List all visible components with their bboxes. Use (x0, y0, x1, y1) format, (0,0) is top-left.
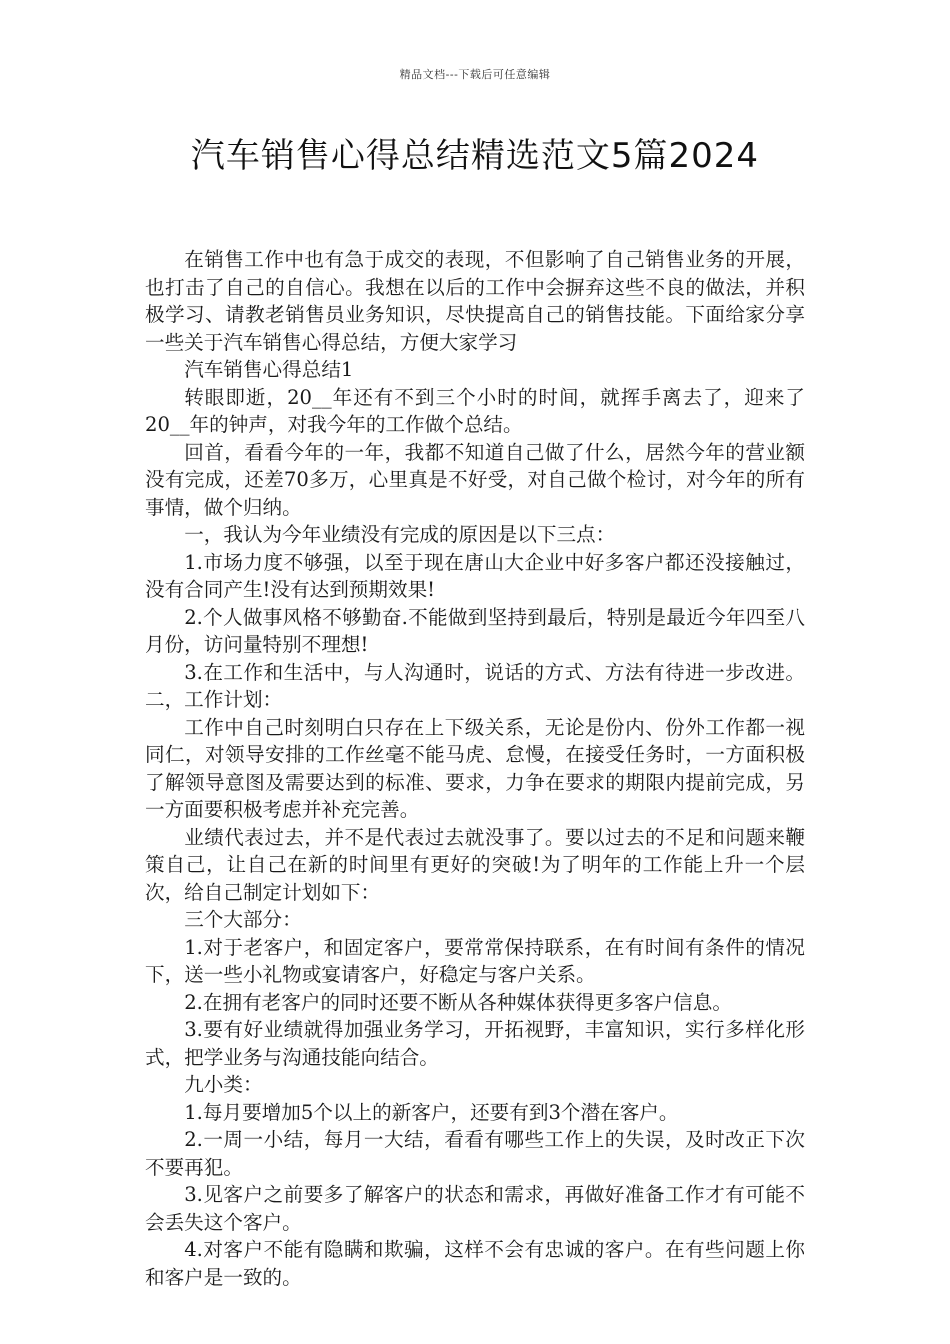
list-item: 1.每月要增加5个以上的新客户，还要有到3个潜在客户。 (184, 1100, 679, 1124)
section-heading: 汽车销售心得总结1 (184, 358, 354, 381)
document-title: 汽车销售心得总结精选范文5篇2024 (190, 136, 760, 176)
paragraph: 业绩代表过去，并不是代表过去就没事了。要以过去的不足和问题来鞭策自己，让自己在新的时间里有更好的突破!为了明年的工作能上升一个层次，给自己制定计划如下： (145, 825, 805, 904)
paragraph: 一，我认为今年业绩没有完成的原因是以下三点： (184, 523, 616, 546)
subheading: 九小类： (184, 1073, 263, 1096)
paragraph: 回首，看看今年的一年，我都不知道自己做了什么，居然今年的营业额没有完成，还差70多万，心里真是不好受，对自己做个检讨，对今年的所有事情，做个归纳。 (145, 440, 805, 519)
paragraph: 工作中自己时刻明白只存在上下级关系，无论是份内、份外工作都一视同仁，对领导安排的工作丝毫不能马虎、怠慢，在接受任务时，一方面积极了解领导意图及需要达到的标准、要求，力争在要求的期限内提前完成，另一方面要积极考虑并补充完善。 (145, 715, 805, 821)
document-body (145, 246, 805, 1291)
list-item: 2.个人做事风格不够勤奋.不能做到坚持到最后，特别是最近今年四至八月份，访问量特别不理想! (145, 605, 805, 656)
list-item: 3.要有好业绩就得加强业务学习，开拓视野，丰富知识，实行多样化形式，把学业务与沟通技能向结合。 (145, 1018, 805, 1069)
list-item: 1.市场力度不够强，以至于现在唐山大企业中好多客户都还没接触过，没有合同产生!没有达到预期效果! (145, 550, 805, 601)
list-item: 2.在拥有老客户的同时还要不断从各种媒体获得更多客户信息。 (184, 990, 732, 1014)
header-note: 精品文档---下载后可任意编辑 (399, 68, 551, 81)
list-item: 3.见客户之前要多了解客户的状态和需求，再做好准备工作才有可能不会丢失这个客户。 (145, 1183, 805, 1234)
subheading: 三个大部分： (184, 908, 302, 931)
paragraph-intro: 在销售工作中也有急于成交的表现，不但影响了自己销售业务的开展，也打击了自己的自信心。我想在以后的工作中会摒弃这些不良的做法，并积极学习、请教老销售员业务知识，尽快提高自己的销售技能。下面给家分享一些关于汽车销售心得总结，方便大家学习 (145, 248, 805, 354)
paragraph: 转眼即逝，20__年还有不到三个小时的时间，就挥手离去了，迎来了20__年的钟声，对我今年的工作做个总结。 (145, 385, 805, 436)
list-item: 4.对客户不能有隐瞒和欺骗，这样不会有忠诚的客户。在有些问题上你和客户是一致的。 (145, 1238, 805, 1289)
list-item: 3.在工作和生活中，与人沟通时，说话的方式、方法有待进一步改进。二，工作计划： (145, 660, 805, 711)
list-item: 1.对于老客户，和固定客户，要常常保持联系，在有时间有条件的情况下，送一些小礼物或宴请客户，好稳定与客户关系。 (145, 935, 805, 986)
list-item: 2.一周一小结，每月一大结，看看有哪些工作上的失误，及时改正下次不要再犯。 (145, 1128, 805, 1179)
